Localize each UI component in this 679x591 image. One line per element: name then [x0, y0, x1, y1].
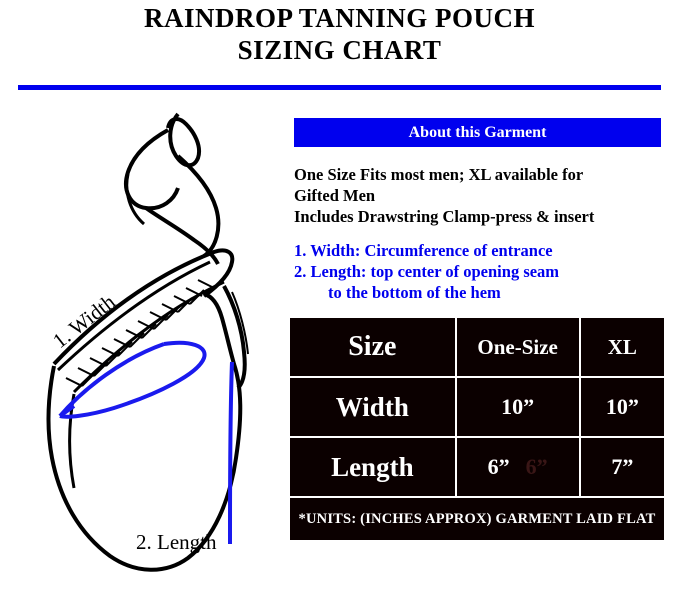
- length-ghost-text: 6”: [525, 454, 548, 479]
- table-row: [289, 377, 665, 437]
- units-footnote: *UNITS: (INCHES APPROX) GARMENT LAID FLAT: [289, 497, 665, 541]
- table-row: [289, 437, 665, 497]
- measure-note-3: to the bottom of the hem: [328, 283, 501, 302]
- pouch-illustration: [18, 96, 286, 576]
- row-label-length: Length: [289, 437, 456, 497]
- about-garment-header: About this Garment: [294, 118, 661, 147]
- table-header-row: [289, 317, 665, 377]
- about-line-3: Includes Drawstring Clamp-press & insert: [294, 207, 595, 226]
- width-xl-value: 10”: [580, 377, 665, 437]
- width-one-size-value: 10”: [456, 377, 580, 437]
- about-garment-text: [294, 164, 666, 227]
- measure-note-1: 1. Width: Circumference of entrance: [294, 241, 553, 260]
- length-one-size-text: 6”: [487, 454, 510, 479]
- page-title: [0, 2, 679, 66]
- table-footnote-row: [289, 497, 665, 541]
- header-xl: XL: [580, 317, 665, 377]
- title-divider: [18, 85, 661, 90]
- header-one-size: One-Size: [456, 317, 580, 377]
- measurement-notes: [294, 240, 666, 303]
- title-line-2: SIZING CHART: [237, 35, 442, 65]
- length-one-size-value: [456, 437, 580, 497]
- size-chart-table: [288, 316, 666, 542]
- length-xl-value: 7”: [580, 437, 665, 497]
- about-line-2: Gifted Men: [294, 186, 376, 205]
- about-line-1: One Size Fits most men; XL available for: [294, 165, 584, 184]
- width-label: 1. Width: [48, 289, 120, 353]
- row-label-width: Width: [289, 377, 456, 437]
- title-line-1: RAINDROP TANNING POUCH: [143, 3, 536, 33]
- length-label: 2. Length: [136, 530, 217, 554]
- header-size: Size: [289, 317, 456, 377]
- measure-note-2: 2. Length: top center of opening seam: [294, 262, 560, 281]
